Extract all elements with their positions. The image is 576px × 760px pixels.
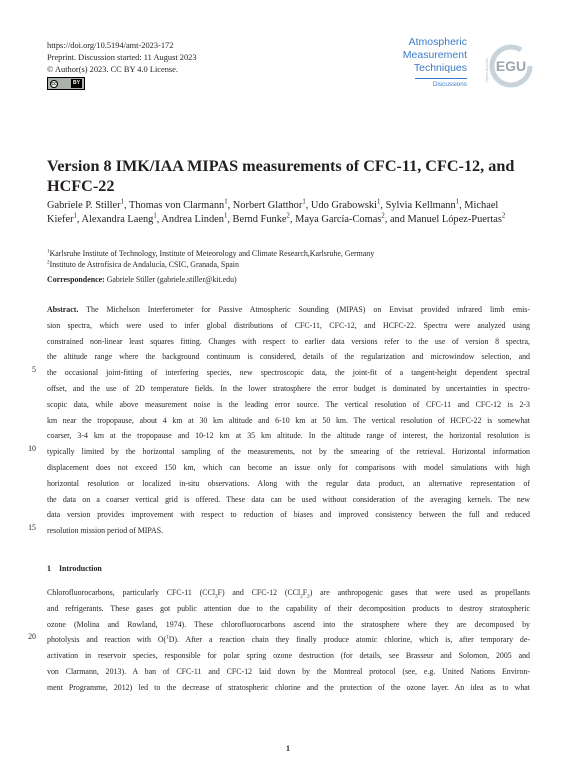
abstract-line: coarser, 3-4 km at the tropopause and 10-12 km at 35 km altitude. In the altitude range of interest, the horizontal resolution is — [47, 431, 530, 441]
abstract-line: Abstract. The Michelson Interferometer for Passive Atmospheric Sounding (MIPAS) on Envisat provided infrared limb emis- — [47, 305, 530, 314]
affiliation-2: $^2$Instituto de Astrofísica de Andalucía, CSIC, Granada, Spain — [47, 259, 239, 269]
page-number: 1 — [286, 744, 290, 753]
affiliations — [47, 248, 527, 270]
open-access-text: Open Access — [484, 58, 489, 82]
line-number: 15 — [28, 523, 36, 533]
intro-line: photolysis and reaction with O($^1$D). After a reaction chain they finally produce atomic chlorine, which is, after temporary de- — [47, 634, 530, 645]
intro-line: von Clarmann, 2013). A ban of CFC-11 and CFC-12 laid down by the Montreal protocol (see, e.g. United Nations Environ- — [47, 666, 530, 676]
egu-logo-icon — [485, 42, 533, 90]
intro-line: ozone (Molina and Rowland, 1974). These chlorofluorocarbons ascend into the stratosphere where they are decomposed by — [47, 619, 530, 629]
correspondence — [47, 275, 237, 284]
abstract-line: scopic data, while above measurement noise is the leading error source. The vertical resolution of CFC-11 and CFC-12 is 2-3 — [47, 399, 530, 409]
introduction-text — [47, 585, 530, 696]
abstract-line: the occasional joint-fitting of interfering species, new spectroscopic data, the joint-fit of a tangent-height dependent spectral — [47, 368, 530, 378]
abstract-line: km near the tropopause, about 4 km at 30 km altitude and 6-10 km at 50 km. The vertical resolution of HCFC-22 is somewhat — [47, 415, 530, 425]
abstract-line: the data on a coarser vertical grid is offered. These data can be used without consideration of the averaging kernels. The new — [47, 494, 530, 504]
journal-logo[interactable] — [398, 36, 533, 96]
correspondence-email[interactable]: Gabriele Stiller (gabriele.stiller@kit.edu) — [104, 275, 237, 284]
abstract-line: sion spectra, which were used to infer global distributions of CFC-11, CFC-12, and HCFC-22. Spectra were analyzed using — [47, 320, 530, 330]
cc-by-badge[interactable] — [47, 77, 85, 90]
preprint-status: Preprint. Discussion started: 11 August 2023 — [47, 53, 197, 62]
line-number: 5 — [32, 365, 36, 375]
doi-link[interactable]: https://doi.org/10.5194/amt-2023-172 — [47, 41, 174, 50]
correspondence-label: Correspondence: — [47, 275, 105, 284]
abstract-line: the altitude range where the background continuum is considered, details of the regularization and microwindow selection, and — [47, 352, 530, 362]
abstract-label: Abstract. — [47, 305, 79, 314]
abstract-line: offset, and the use of 2D temperature fields. In the lower stratosphere the error budget is dominated by uncertainties in spectro- — [47, 383, 530, 393]
journal-name: Atmospheric Measurement Techniques — [402, 36, 467, 74]
abstract-line: constrained non-linear least squares fitting. Changes with respect to earlier data versions refer to the use of version 8 spectra, — [47, 336, 530, 346]
intro-line: Chlorofluorocarbons, particularly CFC-11 (CCl$_3$F) and CFC-12 $(CCl_2F_2)$ are anthropogenic gases that were used as propellants — [47, 588, 531, 600]
discussions-label: Discussions — [415, 78, 467, 88]
intro-line: ment Programme, 2012) led to the decrease of stratospheric chlorine and the protection of the ozone layer. An idea as to what — [47, 682, 530, 692]
cc-icon: cc — [51, 80, 57, 87]
section-heading-introduction — [47, 564, 110, 573]
paper-title: Version 8 IMK/IAA MIPAS measurements of CFC-11, CFC-12, and HCFC-22 — [47, 157, 515, 195]
abstract-line: resolution mission period of MIPAS. — [47, 526, 164, 536]
intro-line: activation in reservoir species, responsible for polar spring ozone destruction (for details, see Brasseur and Solomon, 2005 and — [47, 651, 530, 661]
affiliation-1: $^1$Karlsruhe Institute of Technology, Institute of Meteorology and Climate Research,Karlsruhe, Germany — [47, 248, 375, 258]
section-number: 1 — [47, 564, 51, 573]
line-number: 20 — [28, 632, 36, 642]
section-title: Introduction — [58, 564, 102, 573]
author-list: Gabriele P. Stiller$^1$, Thomas von Clarmann$^1$, Norbert Glatthor$^1$, Udo Grabowski$^1$, Sylvia Kellmann$^1$, Michael Kiefer$^1$, Alexandra Laeng$^1$, Andrea Linden$^1$, Bernd Funke$^2$, Maya García-Comas$^2$, and Manuel López-Puertas$^2$ — [47, 198, 506, 225]
abstract — [47, 302, 530, 539]
line-number: 10 — [28, 444, 36, 454]
egu-text: EGU — [495, 58, 527, 74]
by-label: BY — [73, 80, 80, 86]
abstract-line: horizontal resolution or localized in-situ observations. Along with the regular data product, an alternative representation of — [47, 478, 530, 488]
intro-line: and refrigerants. These gases got public attention due to the capability of their decomposition products to destroy stratospheric — [47, 603, 530, 613]
license-text: © Author(s) 2023. CC BY 4.0 License. — [47, 65, 178, 74]
abstract-line: displacement does not exceed 150 km, which can become an issue only for comparisons with model simulations with high — [47, 462, 530, 472]
header-block — [47, 40, 197, 76]
abstract-line: data version provides improvement with respect to reduction of biases and improved consistency between the full and reduced — [47, 510, 530, 520]
abstract-line: typically limited by the horizontal sampling of the measurements, not by the smearing of the retrieval. Horizontal information — [47, 447, 530, 457]
